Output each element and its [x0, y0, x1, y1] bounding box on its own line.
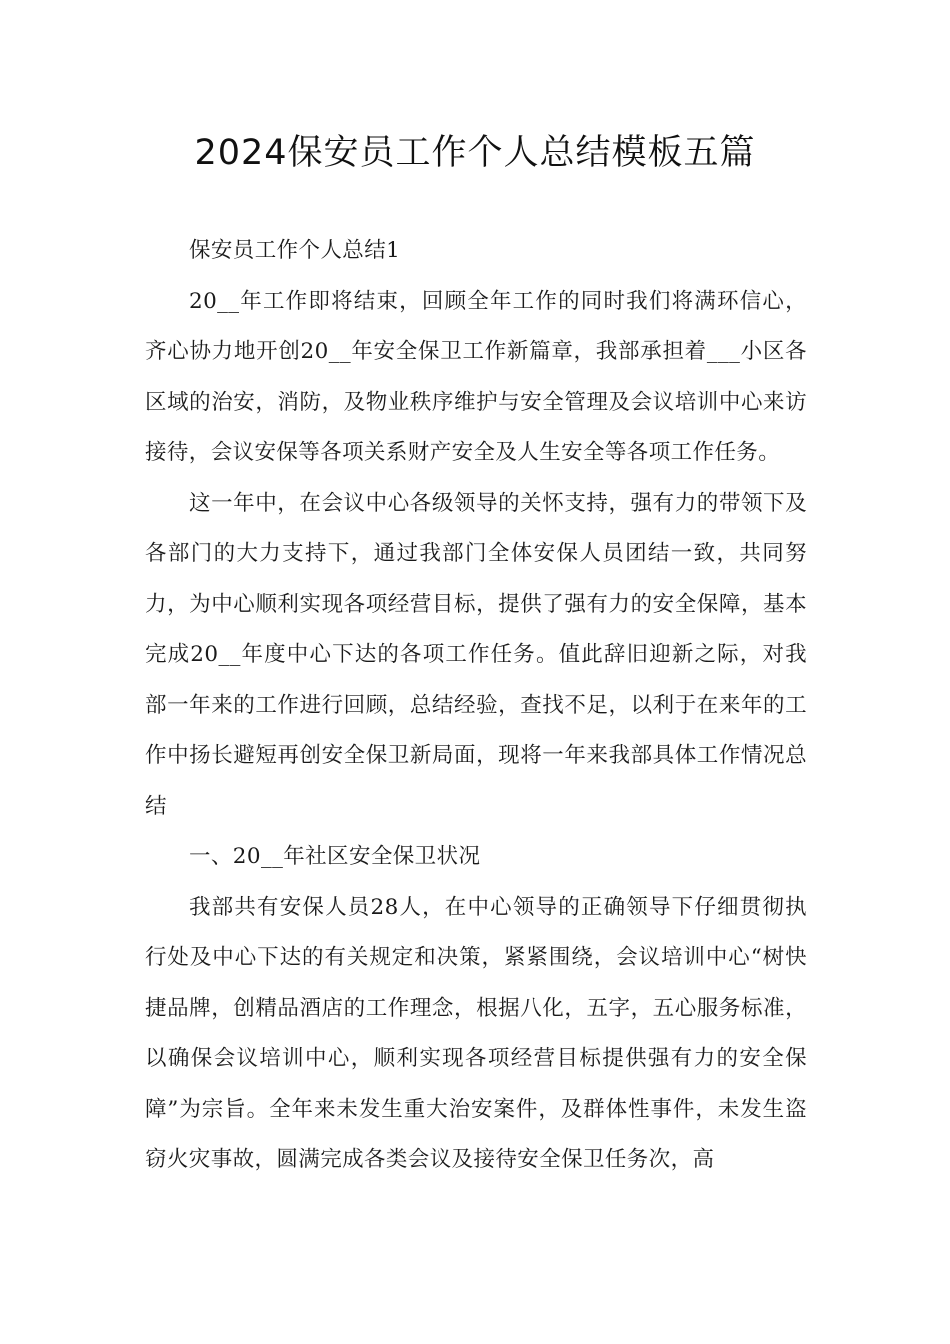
document-title: 2024保安员工作个人总结模板五篇 [194, 133, 756, 173]
paragraph-security-staff: 我部共有安保人员28人，在中心领导的正确领导下仔细贯彻执行处及中心下达的有关规定和决策，紧紧围绕，会议培训中心“树快捷品牌，创精品酒店的工作理念，根据八化，五字，五心服务标准，以确保会议培训中心，顺利实现各项经营目标提供强有力的安全保障”为宗旨。全年来未发生重大治安案件，及群体性事件，未发生盗窃火灾事故，圆满完成各类会议及接待安全保卫任务次，高 [145, 894, 807, 1172]
section-heading-security-status: 一、20__年社区安全保卫状况 [189, 844, 481, 869]
paragraph-year-review: 这一年中，在会议中心各级领导的关怀支持，强有力的带领下及各部门的大力支持下，通过我部门全体安保人员团结一致，共同努力，为中心顺利实现各项经营目标，提供了强有力的安全保障，基本完成20__年度中心下达的各项工作任务。值此辞旧迎新之际，对我部一年来的工作进行回顾，总结经验，查找不足，以利于在来年的工作中扬长避短再创安全保卫新局面，现将一年来我部具体工作情况总结 [145, 490, 807, 819]
section-heading-summary-1: 保安员工作个人总结1 [189, 238, 401, 263]
paragraph-intro: 20__年工作即将结束，回顾全年工作的同时我们将满环信心，齐心协力地开创20__年安全保卫工作新篇章，我部承担着___小区各区域的治安，消防，及物业秩序维护与安全管理及会议培训中心来访接待，会议安保等各项关系财产安全及人生安全等各项工作任务。 [145, 288, 807, 465]
document-body [145, 226, 807, 1186]
